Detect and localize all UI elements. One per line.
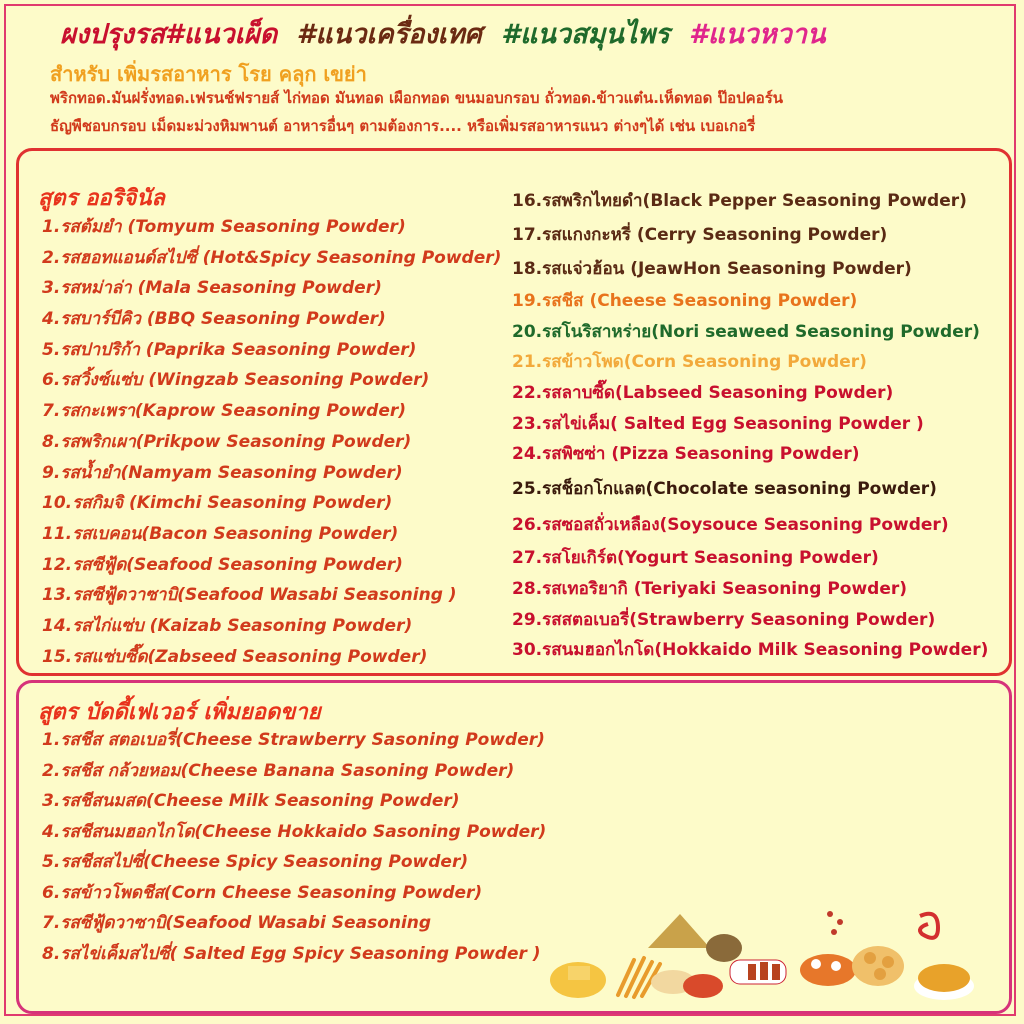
list-item: 8.รสพริกเผา(Prikpow Seasoning Powder) [42,431,412,452]
original-left-list [42,212,501,672]
list-item: 5.รสชีสสไปซี่(Cheese Spicy Seasoning Powder) [42,852,469,872]
original-right-list [512,184,988,666]
list-item: 10.รสกิมจิ (Kimchi Seasoning Powder) [42,493,393,514]
list-item: 8.รสไข่เค็มสไปซี่( Salted Egg Spicy Seasoning Powder ) [42,943,541,964]
list-item: 4.รสบาร์บีคิว (BBQ Seasoning Powder) [42,309,386,330]
buddy-title: สูตร บัดดี้เฟเวอร์ เพิ่มยอดขาย [38,700,321,725]
list-item: 14.รสไก่แซ่บ (Kaizab Seasoning Powder) [42,615,413,636]
list-item: 2.รสฮอทแอนด์สไปซี่ (Hot&Spicy Seasoning Powder) [42,247,502,268]
tag-spicy: ผงปรุงรส#แนวเผ็ด [60,19,278,50]
list-item: 27.รสโยเกิร์ต(Yogurt Seasoning Powder) [512,548,879,569]
list-item: 4.รสชีสนมฮอกไกโด(Cheese Hokkaido Sasoning Powder) [42,821,547,842]
list-item: 21.รสข้าวโพด(Corn Seasoning Powder) [512,352,867,373]
list-item: 20.รสโนริสาหร่าย(Nori seaweed Seasoning Powder) [512,321,980,342]
list-item: 1.รสชีส สตอเบอรี่(Cheese Strawberry Sasoning Powder) [42,730,545,750]
list-item: 12.รสซีฟู้ด(Seafood Seasoning Powder) [42,554,403,575]
list-item: 18.รสแจ่วฮ้อน (JeawHon Seasoning Powder) [512,259,912,279]
list-item: 7.รสกะเพรา(Kaprow Seasoning Powder) [42,401,407,422]
headline [60,12,835,55]
list-item: 1.รสต้มยำ (Tomyum Seasoning Powder) [42,217,406,237]
tag-spice: #แนวเครื่องเทศ [296,19,482,50]
list-item: 13.รสซีฟู้ดวาซาบิ(Seafood Wasabi Seasoning ) [42,585,457,606]
tag-herb: #แนวสมุนไพร [501,19,670,50]
list-item: 29.รสสตอเบอรี่(Strawberry Seasoning Powder) [512,609,936,630]
snack-food-collage-icon [548,900,984,1004]
list-item: 15.รสแซ่บซี๊ด(Zabseed Seasoning Powder) [42,646,428,667]
list-item: 7.รสซีฟู้ดวาซาบิ(Seafood Wasabi Seasoning [42,913,432,933]
original-title: สูตร ออริจินัล [38,186,165,211]
list-item: 6.รสข้าวโพดชีส(Corn Cheese Seasoning Powder) [42,882,483,903]
list-item: 30.รสนมฮอกไกโด(Hokkaido Milk Seasoning Powder) [512,640,989,661]
list-item: 26.รสซอสถั่วเหลือง(Soysouce Seasoning Powder) [512,515,949,536]
list-item: 11.รสเบคอน(Bacon Seasoning Powder) [42,523,399,544]
list-item: 5.รสปาปริก้า (Paprika Seasoning Powder) [42,339,417,360]
list-item: 19.รสชีส (Cheese Seasoning Powder) [512,291,858,311]
tag-sweet: #แนวหวาน [689,19,826,50]
list-item: 17.รสแกงกะหรี่ (Cerry Seasoning Powder) [512,225,888,245]
list-item: 16.รสพริกไทยดำ(Black Pepper Seasoning Powder) [512,191,967,211]
list-item: 3.รสชีสนมสด(Cheese Milk Seasoning Powder) [42,791,460,811]
list-item: 23.รสไข่เค็ม( Salted Egg Seasoning Powder ) [512,413,924,434]
list-item: 28.รสเทอริยากิ (Teriyaki Seasoning Powder) [512,578,908,599]
list-item: 6.รสวิ้งซ์แซ่บ (Wingzab Seasoning Powder) [42,370,430,391]
intro-line-2: ธัญพืชอบกรอบ เม็ดมะม่วงหิมพานต์ อาหารอื่นๆ ตามต้องการ.... หรือเพิ่มรสอาหารแนว ต่างๆได้ เช่น เบอเกอรี่ [50,117,756,135]
subtitle: สำหรับ เพิ่มรสอาหาร โรย คลุก เขย่า [50,62,367,86]
list-item: 25.รสช็อกโกแลต(Chocolate seasoning Powder) [512,479,937,500]
list-item: 24.รสพิซซ่า (Pizza Seasoning Powder) [512,444,860,465]
list-item: 9.รสน้ำยำ(Namyam Seasoning Powder) [42,462,403,483]
list-item: 22.รสลาบซี๊ด(Labseed Seasoning Powder) [512,383,894,404]
list-item: 2.รสชีส กล้วยหอม(Cheese Banana Sasoning Powder) [42,760,515,781]
intro-line-1: พริกทอด.มันฝรั่งทอด.เฟรนช์ฟรายส์ ไก่ทอด มันทอด เผือกทอด ขนมอบกรอบ ถั่วทอด.ข้าวแต๋น.เห็ดทอด ป๊อปคอร์น [50,89,784,107]
list-item: 3.รสหม่าล่า (Mala Seasoning Powder) [42,278,382,299]
buddy-list [42,725,546,969]
